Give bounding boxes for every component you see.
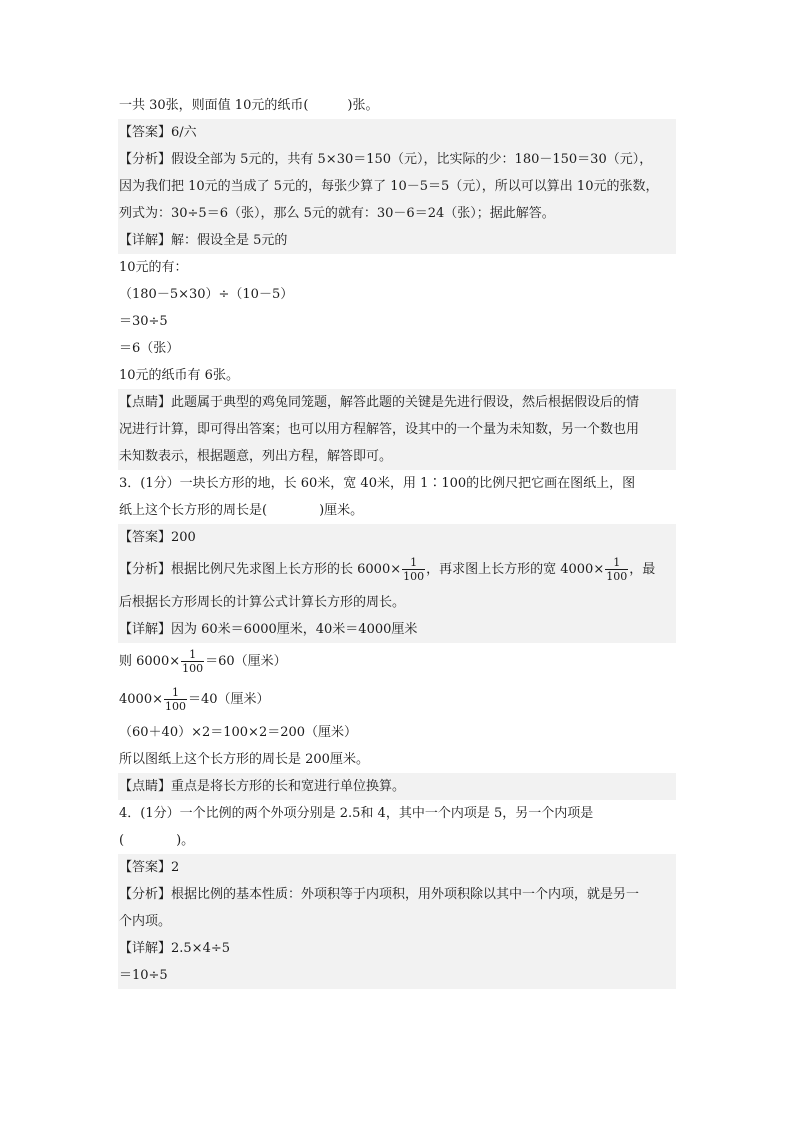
q2-comment-line-2: 况进行计算，即可得出答案；也可以用方程解答，设其中的一个量为未知数，另一个数也用	[118, 416, 676, 443]
q3-analysis-text-c: ，最	[629, 562, 656, 577]
q2-analysis-line-2: 因为我们把 10元的当成了 5元的，每张少算了 10－5＝5（元），所以可以算出 10元的张数，	[118, 173, 676, 200]
q3-analysis-line-1	[118, 551, 676, 589]
q3-analysis-line-2: 后根据长方形周长的计算公式计算长方形的周长。	[118, 589, 676, 616]
q4-detail-line-1: 【详解】2.5×4÷5	[118, 935, 676, 962]
fraction-numerator: 1	[181, 648, 204, 662]
q3-detail-3-text-b: ＝40（厘米）	[187, 692, 270, 707]
q3-detail-line-5: 所以图纸上这个长方形的周长是 200厘米。	[119, 752, 369, 767]
fraction-denominator: 100	[403, 570, 425, 583]
q2-detail-line-4: ＝30÷5	[119, 314, 168, 329]
fraction-one-hundredth	[402, 556, 425, 583]
q3-detail-line-4: （60＋40）×2＝100×2＝200（厘米）	[119, 725, 358, 740]
fraction-denominator: 100	[164, 700, 186, 713]
q4-answer: 【答案】2	[118, 854, 676, 881]
question-3-stem-line-2: 纸上这个长方形的周长是( )厘米。	[119, 503, 364, 518]
q2-detail-line-3: （180－5×30）÷（10－5）	[119, 287, 294, 302]
fraction-numerator: 1	[605, 556, 628, 570]
q2-comment-line-3: 未知数表示，根据题意，列出方程，解答即可。	[118, 443, 676, 470]
fraction-numerator: 1	[402, 556, 425, 570]
q4-analysis-line-2: 个内项。	[118, 908, 676, 935]
q2-detail-line-2: 10元的有：	[119, 260, 188, 275]
document-page	[118, 92, 676, 989]
q3-analysis-text-a: 【分析】根据比例尺先求图上长方形的长 6000×	[119, 562, 402, 577]
question-4-stem-line-1: 4．(1分）一个比例的两个外项分别是 2.5和 4，其中一个内项是 5，另一个内项是	[119, 806, 594, 821]
fraction-one-hundredth	[164, 686, 187, 713]
q2-analysis-line-1: 【分析】假设全部为 5元的，共有 5×30＝150（元），比实际的少：180－150＝30（元），	[118, 146, 676, 173]
q3-detail-line-1: 【详解】因为 60米＝6000厘米，40米＝4000厘米	[118, 616, 676, 643]
q3-answer: 【答案】200	[118, 524, 676, 551]
q3-detail-2-text-a: 则 6000×	[119, 654, 181, 669]
q2-detail-line-5: ＝6（张）	[119, 341, 180, 356]
q3-detail-3-text-a: 4000×	[119, 692, 163, 707]
q2-detail-line-6: 10元的纸币有 6张。	[119, 368, 239, 383]
fraction-denominator: 100	[606, 570, 628, 583]
fraction-denominator: 100	[182, 662, 204, 675]
q3-detail-2-text-b: ＝60（厘米）	[205, 654, 287, 669]
q3-comment: 【点睛】重点是将长方形的长和宽进行单位换算。	[118, 773, 676, 800]
q3-analysis-text-b: ，再求图上长方形的宽 4000×	[426, 562, 605, 577]
q3-detail-line-3	[118, 681, 676, 719]
q3-detail-line-2	[118, 643, 676, 681]
fraction-one-hundredth	[605, 556, 628, 583]
question-2-stem: 一共 30张，则面值 10元的纸币( )张。	[119, 98, 379, 113]
question-4-stem-line-2: ( )。	[119, 833, 195, 848]
fraction-numerator: 1	[164, 686, 187, 700]
question-3-stem-line-1: 3．(1分）一块长方形的地，长 60米，宽 40米，用 1∶100的比例尺把它画在图纸上，图	[119, 476, 636, 491]
q2-comment-line-1: 【点睛】此题属于典型的鸡兔同笼题，解答此题的关键是先进行假设，然后根据假设后的情	[118, 389, 676, 416]
q2-answer: 【答案】6/六	[118, 119, 676, 146]
q4-analysis-line-1: 【分析】根据比例的基本性质：外项积等于内项积，用外项积除以其中一个内项，就是另一	[118, 881, 676, 908]
q2-analysis-line-3: 列式为：30÷5＝6（张），那么 5元的就有：30－6＝24（张）；据此解答。	[118, 200, 676, 227]
q4-detail-line-2: ＝10÷5	[118, 962, 676, 989]
q2-detail-line-1: 【详解】解：假设全是 5元的	[118, 227, 676, 254]
fraction-one-hundredth	[181, 648, 204, 675]
